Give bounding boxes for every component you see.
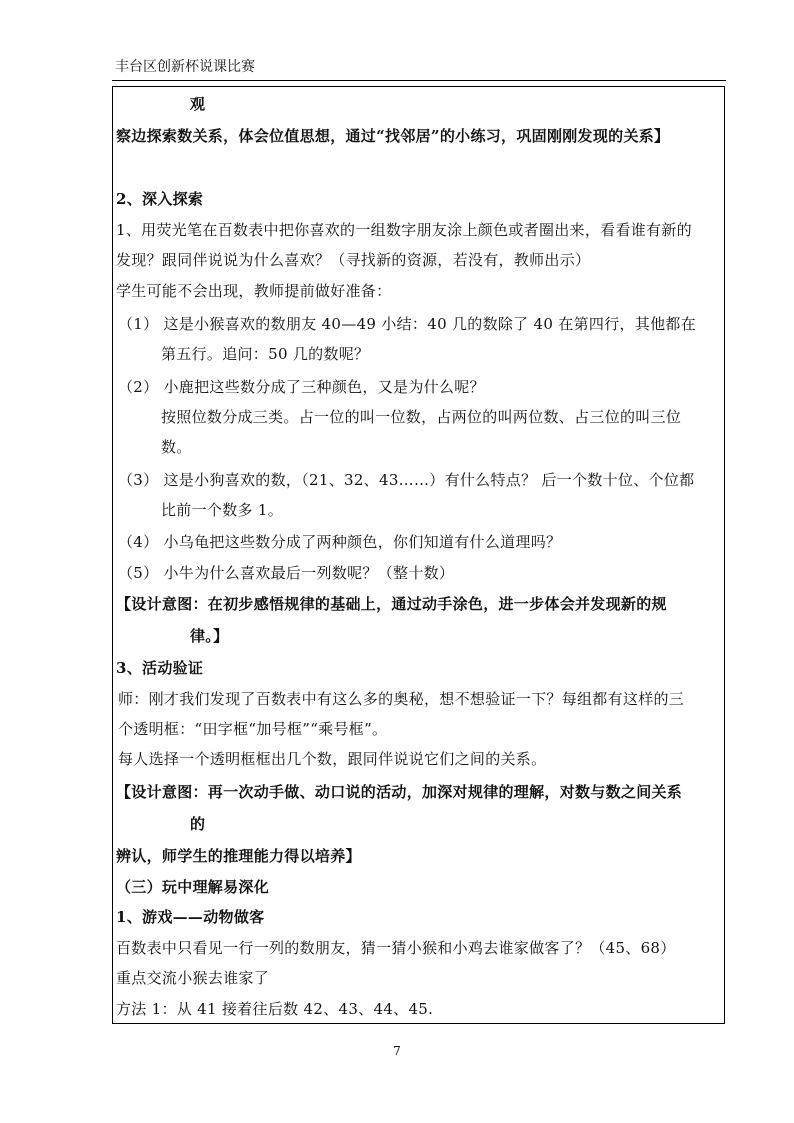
design-intent: 【设计意图：在初步感悟规律的基础上，通过动手涂色，进一步体会并发现新的规 bbox=[116, 595, 667, 613]
text-line: 重点交流小猴去谁家了 bbox=[116, 969, 270, 987]
text-line: 按照位数分成三类。占一位的叫一位数，占两位的叫两位数、占三位的叫三位 bbox=[161, 408, 682, 426]
section-heading: （三）玩中理解易深化 bbox=[116, 878, 270, 896]
text-line: 发现？跟同伴说说为什么喜欢？（寻找新的资源，若没有，教师出示） bbox=[116, 251, 591, 269]
text-line: 数。 bbox=[161, 438, 192, 456]
section-heading: 3、活动验证 bbox=[116, 659, 204, 677]
text-line: 1、用荧光笔在百数表中把你喜欢的一组数字朋友涂上颜色或者圈出来，看看谁有新的 bbox=[116, 221, 692, 239]
section-heading: 1、游戏——动物做客 bbox=[116, 908, 265, 926]
design-intent: 律。】 bbox=[190, 627, 229, 645]
list-item: （5） 小牛为什么喜欢最后一列数呢？（整十数） bbox=[118, 564, 455, 582]
text-line: 方法 1：从 41 接着往后数 42、43、44、45. bbox=[116, 1000, 434, 1018]
text-line: 每人选择一个透明框框出几个数，跟同伴说说它们之间的关系。 bbox=[118, 750, 547, 768]
text-line: 百数表中只看见一行一列的数朋友，猜一猜小猴和小鸡去谁家做客了？（45、68） bbox=[116, 939, 676, 957]
document-header: 丰台区创新杯说课比赛 bbox=[115, 59, 255, 75]
text-line: 学生可能不会出现，教师提前做好准备： bbox=[116, 282, 392, 300]
page-number: 7 bbox=[393, 1044, 401, 1058]
header-rule bbox=[112, 80, 726, 81]
list-item: （3） 这是小狗喜欢的数，（21、32、43……）有什么特点？ 后一个数十位、个位都 bbox=[118, 471, 695, 489]
design-intent: 的 bbox=[190, 815, 206, 833]
text-line: 个透明框：“田字框“加号框”“乘号框”。 bbox=[118, 720, 388, 738]
list-item: （1） 这是小猴喜欢的数朋友 40—49 小结：40 几的数除了 40 在第四行，其他都在 bbox=[118, 315, 697, 333]
text-line: 师：刚才我们发现了百数表中有这么多的奥秘，想不想验证一下？每组都有这样的三 bbox=[118, 690, 685, 708]
section-heading: 2、深入探索 bbox=[116, 190, 204, 208]
list-item: （4） 小乌龟把这些数分成了两种颜色，你们知道有什么道理吗？ bbox=[118, 533, 562, 551]
text-line: 比前一个数多 1。 bbox=[161, 501, 284, 519]
design-intent: 【设计意图：再一次动手做、动口说的活动，加深对规律的理解，对数与数之间关系 bbox=[116, 783, 683, 801]
list-item: （2） 小鹿把这些数分成了三种颜色，又是为什么呢？ bbox=[118, 378, 485, 396]
text-line: 第五行。追问：50 几的数呢？ bbox=[161, 345, 370, 363]
text-line: 察边探索数关系，体会位值思想，通过“找邻居”的小练习，巩固刚刚发现的关系】 bbox=[116, 127, 670, 145]
design-intent: 辨认，师学生的推理能力得以培养】 bbox=[116, 847, 361, 865]
text-line: 观 bbox=[190, 95, 206, 113]
